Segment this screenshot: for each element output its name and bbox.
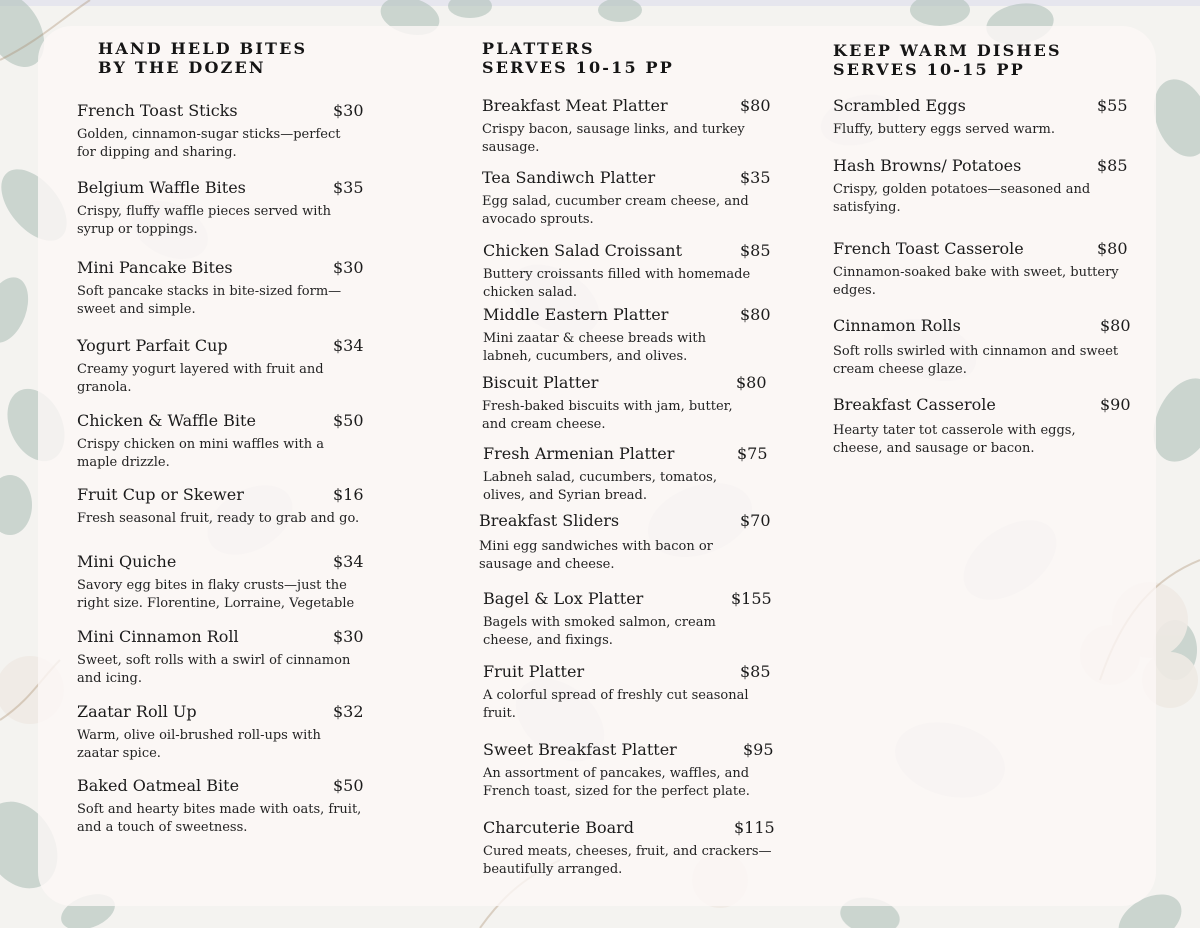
item-name: French Toast Casserole (833, 239, 1024, 258)
item-name: Scrambled Eggs (833, 96, 966, 115)
item-name: Charcuterie Board (483, 818, 635, 837)
item-name: Mini Cinnamon Roll (77, 627, 239, 646)
item-name: Cinnamon Rolls (833, 316, 961, 335)
item-name: Fresh Armenian Platter (483, 444, 675, 463)
item-name: Chicken & Waffle Bite (77, 411, 256, 430)
item-price: $80 (1100, 316, 1131, 335)
item-description: Mini egg sandwiches with bacon or sausage and cheese. (479, 539, 713, 572)
item-description: Labneh salad, cucumbers, tomatos, olives, and Syrian bread. (483, 470, 717, 503)
item-description: Crispy, fluffy waffle pieces served with syrup or toppings. (77, 204, 331, 237)
item-description: Creamy yogurt layered with fruit and granola. (77, 362, 324, 395)
item-name: Baked Oatmeal Bite (77, 776, 240, 795)
item-name: Chicken Salad Croissant (483, 241, 682, 260)
item-description: An assortment of pancakes, waffles, and French toast, sized for the perfect plate. (483, 766, 750, 799)
item-name: Mini Pancake Bites (77, 258, 233, 277)
item-price: $34 (333, 552, 364, 571)
item-name: Breakfast Meat Platter (482, 96, 668, 115)
item-price: $35 (740, 168, 771, 187)
item-name: Yogurt Parfait Cup (77, 336, 228, 355)
item-description: Golden, cinnamon-sugar sticks—perfect for dipping and sharing. (77, 127, 341, 160)
item-description: Buttery croissants filled with homemade chicken salad. (483, 267, 751, 300)
item-description: Egg salad, cucumber cream cheese, and avocado sprouts. (482, 194, 749, 227)
item-description: Bagels with smoked salmon, cream cheese, and fixings. (483, 615, 716, 648)
item-price: $55 (1097, 96, 1128, 115)
item-price: $115 (734, 818, 775, 837)
item-name: Sweet Breakfast Platter (483, 740, 677, 759)
item-description: Mini zaatar & cheese breads with labneh, cucumbers, and olives. (483, 331, 707, 364)
item-price: $32 (333, 702, 364, 721)
item-price: $80 (740, 96, 771, 115)
item-price: $30 (333, 101, 364, 120)
item-price: $85 (740, 662, 771, 681)
item-name: Biscuit Platter (482, 373, 599, 392)
column-title-keep-warm-dishes: KEEP WARM DISHES SERVES 10-15 PP (833, 41, 1062, 79)
item-name: Fruit Platter (483, 662, 585, 681)
item-price: $85 (1097, 156, 1128, 175)
item-name: Tea Sandiwch Platter (482, 168, 656, 187)
item-description: Fresh seasonal fruit, ready to grab and go. (77, 511, 360, 526)
item-price: $90 (1100, 395, 1131, 414)
item-name: Belgium Waffle Bites (77, 178, 246, 197)
item-price: $34 (333, 336, 364, 355)
item-description: Soft rolls swirled with cinnamon and sweet cream cheese glaze. (833, 344, 1119, 377)
item-description: Warm, olive oil-brushed roll-ups with zaatar spice. (77, 728, 321, 761)
item-price: $95 (743, 740, 774, 759)
item-description: Crispy, golden potatoes—seasoned and satisfying. (833, 182, 1091, 215)
item-description: Soft pancake stacks in bite-sized form—sweet and simple. (77, 284, 342, 317)
item-description: Cinnamon-soaked bake with sweet, buttery edges. (833, 265, 1119, 298)
item-price: $16 (333, 485, 364, 504)
item-price: $155 (731, 589, 772, 608)
item-name: Bagel & Lox Platter (483, 589, 644, 608)
item-price: $50 (333, 776, 364, 795)
item-price: $80 (736, 373, 767, 392)
item-name: Fruit Cup or Skewer (77, 485, 244, 504)
item-price: $50 (333, 411, 364, 430)
item-price: $80 (1097, 239, 1128, 258)
item-price: $75 (737, 444, 768, 463)
column-title-platters: PLATTERS SERVES 10-15 PP (482, 39, 675, 77)
item-description: Savory egg bites in flaky crusts—just the right size. Florentine, Lorraine, Vegetable (77, 578, 355, 611)
item-name: Zaatar Roll Up (77, 702, 197, 721)
item-description: Fresh-baked biscuits with jam, butter, and cream cheese. (482, 399, 733, 432)
item-name: Hash Browns/ Potatoes (833, 156, 1022, 175)
item-name: French Toast Sticks (77, 101, 238, 120)
item-price: $35 (333, 178, 364, 197)
item-price: $80 (740, 305, 771, 324)
item-description: Crispy chicken on mini waffles with a maple drizzle. (77, 437, 324, 470)
item-name: Mini Quiche (77, 552, 177, 571)
item-name: Breakfast Casserole (833, 395, 996, 414)
item-price: $30 (333, 627, 364, 646)
item-name: Breakfast Sliders (479, 511, 620, 530)
item-description: Crispy bacon, sausage links, and turkey sausage. (482, 122, 745, 155)
item-description: Cured meats, cheeses, fruit, and crackers—beautifully arranged. (483, 844, 772, 877)
item-description: Sweet, soft rolls with a swirl of cinnamon and icing. (77, 653, 351, 686)
column-title-hand-held-bites: HAND HELD BITES BY THE DOZEN (98, 39, 308, 77)
item-description: Hearty tater tot casserole with eggs, cheese, and sausage or bacon. (833, 423, 1076, 456)
item-price: $85 (740, 241, 771, 260)
item-description: A colorful spread of freshly cut seasonal fruit. (483, 688, 749, 721)
item-price: $30 (333, 258, 364, 277)
item-description: Fluffy, buttery eggs served warm. (833, 122, 1055, 137)
item-price: $70 (740, 511, 771, 530)
item-name: Middle Eastern Platter (483, 305, 669, 324)
item-description: Soft and hearty bites made with oats, fruit, and a touch of sweetness. (77, 802, 362, 835)
